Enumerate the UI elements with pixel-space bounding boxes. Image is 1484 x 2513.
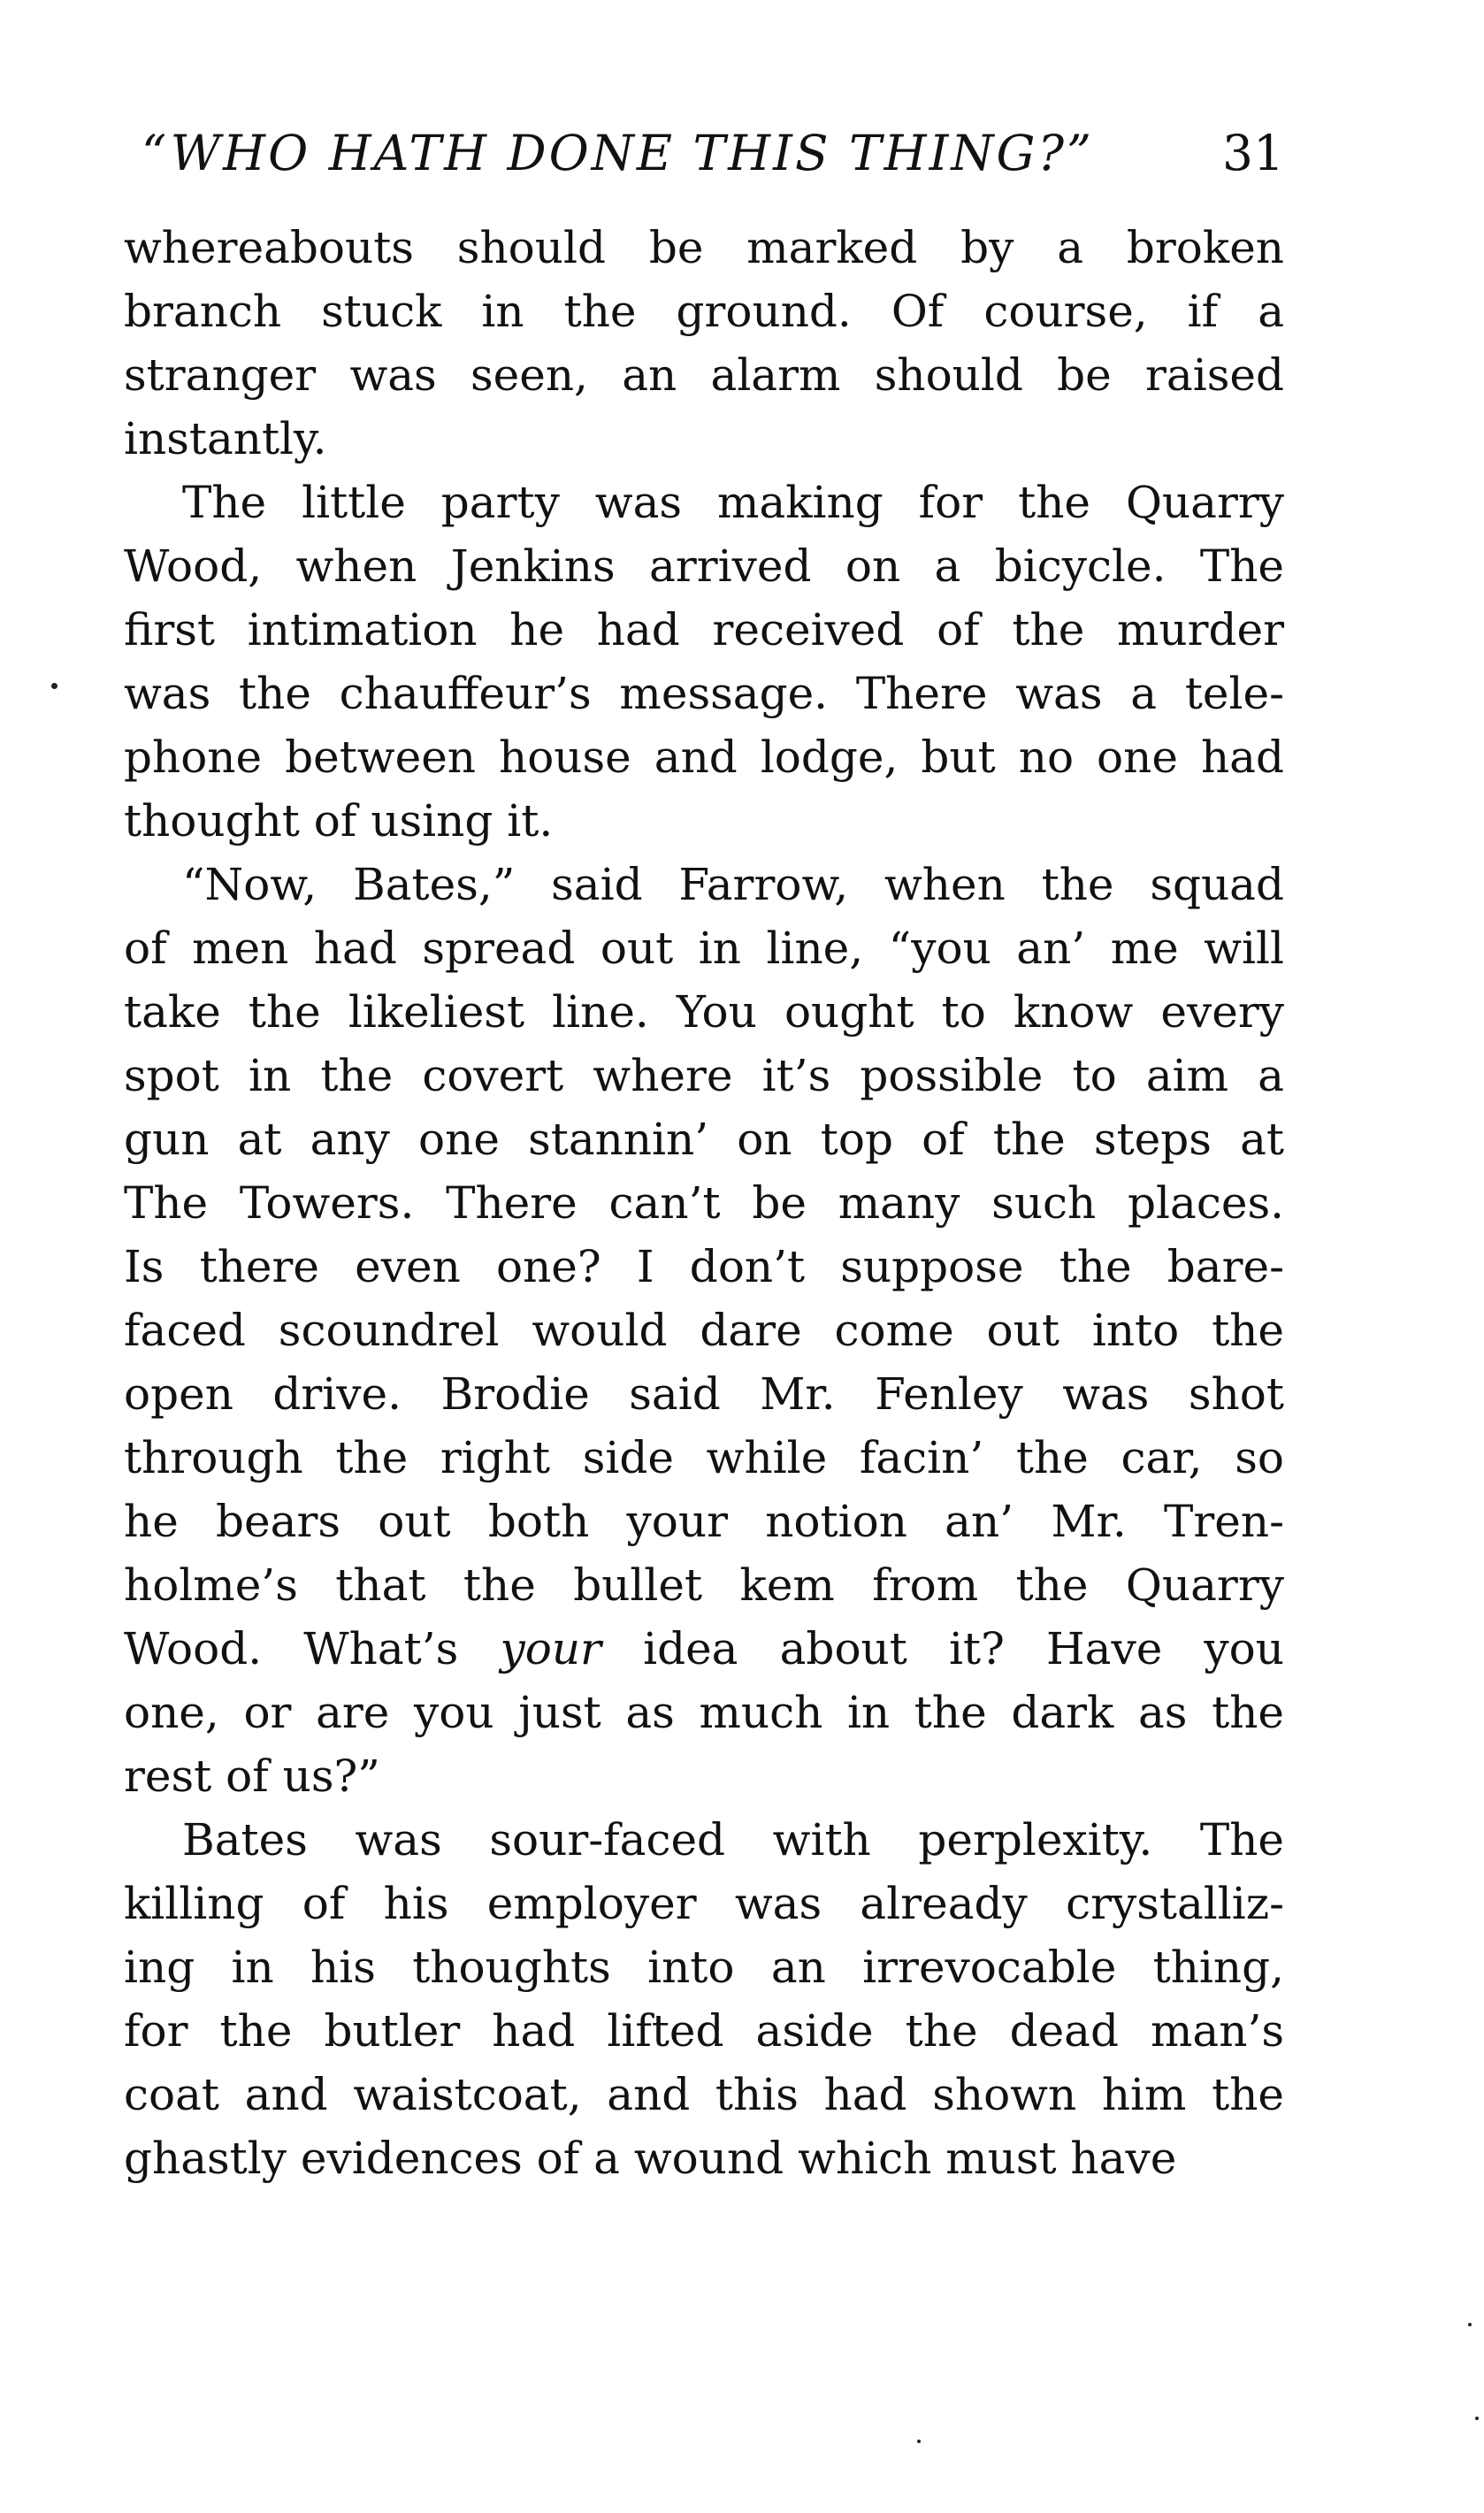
text-line: stranger was seen, an alarm should be raised	[124, 349, 1284, 401]
text-segment: idea about it? Have you	[643, 1623, 1284, 1674]
text-line: gun at any one stannin’ on top of the steps at	[124, 1114, 1284, 1165]
text-line: take the likeliest line. You ought to know every	[124, 986, 1284, 1038]
text-line: for the butler had lifted aside the dead man’s	[124, 2005, 1284, 2057]
text-line: coat and waistcoat, and this had shown him the	[124, 2069, 1284, 2120]
text-line: phone between house and lodge, but no one had	[124, 732, 1284, 783]
text-line: Is there even one? I don’t suppose the bare-	[124, 1241, 1284, 1292]
text-line: ghastly evidences of a wound which must have	[124, 2133, 1177, 2184]
ink-speck	[1468, 2323, 1472, 2326]
text-line: ing in his thoughts into an irrevocable thing,	[124, 1942, 1284, 1993]
text-line: open drive. Brodie said Mr. Fenley was shot	[124, 1368, 1284, 1420]
ink-speck	[1475, 2417, 1479, 2420]
italic-word: your	[500, 1623, 601, 1674]
text-line: instantly.	[124, 413, 327, 464]
text-line: faced scoundrel would dare come out into the	[124, 1305, 1284, 1356]
text-line: The Towers. There can’t be many such places.	[124, 1177, 1284, 1229]
text-line: thought of using it.	[124, 795, 554, 847]
text-line: one, or are you just as much in the dark as the	[124, 1687, 1284, 1738]
text-line: whereabouts should be marked by a broken	[124, 222, 1284, 273]
page-number: 31	[1222, 125, 1284, 181]
text-line: Wood, when Jenkins arrived on a bicycle. The	[124, 540, 1284, 592]
text-line: “Now, Bates,” said Farrow, when the squad	[182, 859, 1284, 910]
running-title: “WHO HATH DONE THIS THING?”	[142, 125, 1095, 181]
text-line: he bears out both your notion an’ Mr. Tren-	[124, 1496, 1284, 1547]
text-line: killing of his employer was already crystalliz-	[124, 1878, 1284, 1929]
text-line: first intimation he had received of the murder	[124, 604, 1284, 655]
text-line: rest of us?”	[124, 1751, 380, 1802]
text-line: through the right side while facin’ the car, so	[124, 1432, 1284, 1483]
ink-speck	[917, 2440, 921, 2443]
text-line: was the chauffeur’s message. There was a tele-	[124, 668, 1284, 719]
text-line	[124, 1617, 1284, 1681]
text-line: of men had spread out in line, “you an’ me will	[124, 923, 1284, 974]
text-segment: Wood. What’s	[124, 1623, 459, 1674]
text-line: The little party was making for the Quarry	[182, 477, 1284, 528]
text-line: branch stuck in the ground. Of course, if a	[124, 286, 1284, 337]
text-line: holme’s that the bullet kem from the Quarry	[124, 1559, 1284, 1611]
page-header	[124, 122, 1284, 184]
text-line: Bates was sour-faced with perplexity. The	[182, 1814, 1284, 1866]
ink-speck	[51, 683, 57, 689]
text-line: spot in the covert where it’s possible to aim a	[124, 1050, 1284, 1101]
body-text	[124, 216, 1284, 2190]
